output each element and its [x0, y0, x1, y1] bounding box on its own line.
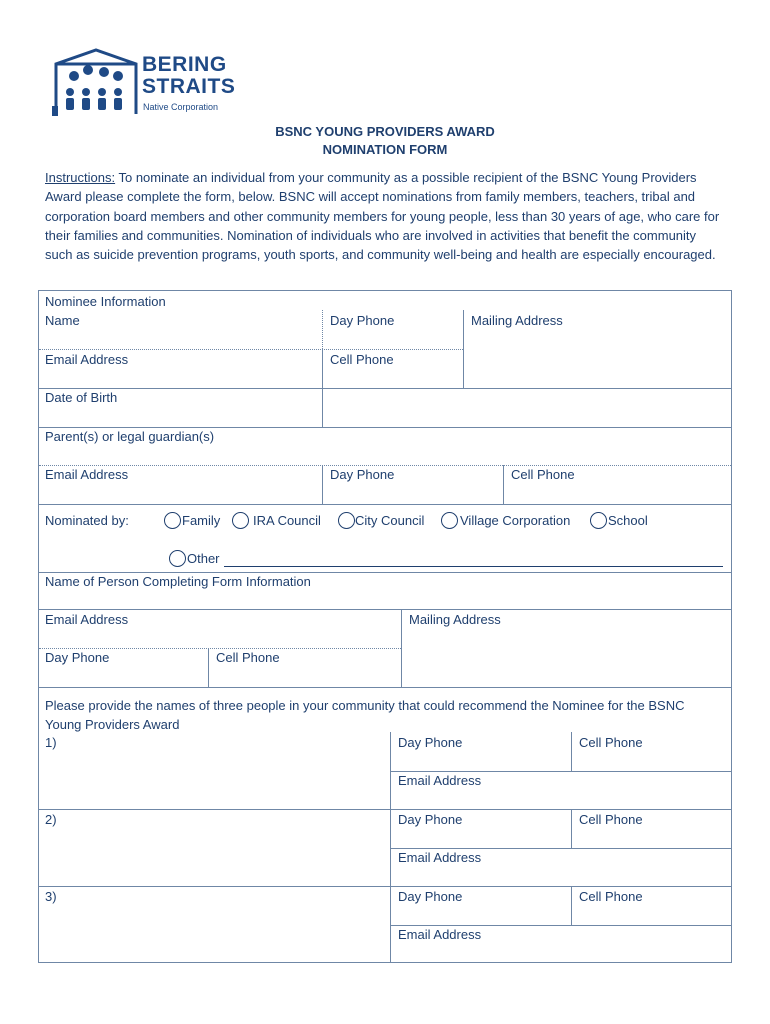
guardian-day-phone-label: Day Phone: [330, 467, 395, 482]
reference-2-number: 2): [45, 812, 57, 827]
reference-1-cell-phone-label: Cell Phone: [579, 735, 643, 750]
option-school-label: School: [608, 513, 648, 528]
completer-email-label: Email Address: [45, 612, 129, 627]
reference-3-number: 3): [45, 889, 57, 904]
reference-2-day-phone-label: Day Phone: [398, 812, 463, 827]
option-other-label: Other: [187, 551, 220, 566]
reference-2-email-label: Email Address: [398, 850, 482, 865]
instructions: [45, 168, 725, 264]
divider: [503, 465, 504, 504]
option-city-council-label: City Council: [355, 513, 425, 528]
radio-family[interactable]: [164, 512, 181, 529]
completer-mailing-address-label: Mailing Address: [409, 612, 501, 627]
divider: [39, 609, 731, 610]
logo-line-native-corporation: Native Corporation: [143, 102, 219, 112]
divider: [322, 465, 323, 504]
reference-1-number: 1): [45, 735, 57, 750]
other-text-line[interactable]: [224, 566, 723, 567]
divider: [463, 310, 464, 388]
references-intro: Please provide the names of three people in your community that could recommend the Nominee for the BSNC Young Providers Award: [45, 698, 685, 732]
guardians-label: Parent(s) or legal guardian(s): [45, 429, 215, 444]
divider: [39, 572, 731, 573]
divider: [322, 310, 323, 349]
nominee-section-title: Nominee Information: [45, 294, 166, 309]
divider: [571, 809, 572, 848]
divider: [39, 886, 731, 887]
divider: [39, 809, 731, 810]
house-family-icon: [52, 46, 140, 118]
divider: [39, 648, 401, 649]
divider: [390, 925, 731, 926]
option-ira-council-label: IRA Council: [253, 513, 321, 528]
divider: [571, 886, 572, 925]
nomination-form-table: [38, 290, 732, 963]
nominee-mailing-address-label: Mailing Address: [471, 313, 563, 328]
divider: [390, 848, 731, 849]
reference-3-cell-phone-label: Cell Phone: [579, 889, 643, 904]
bsnc-logo: [52, 46, 236, 118]
option-village-corporation-label: Village Corporation: [460, 513, 571, 528]
reference-1-day-phone-label: Day Phone: [398, 735, 463, 750]
form-subtitle: NOMINATION FORM: [322, 142, 448, 157]
completer-cell-phone-label: Cell Phone: [216, 650, 280, 665]
reference-3-day-phone-label: Day Phone: [398, 889, 463, 904]
nominated-by-label: Nominated by:: [45, 513, 129, 528]
divider: [322, 349, 323, 388]
divider: [39, 687, 731, 688]
divider: [39, 465, 731, 466]
nominee-name-label: Name: [45, 313, 80, 328]
divider: [390, 771, 731, 772]
reference-1-email-label: Email Address: [398, 773, 482, 788]
divider: [322, 388, 323, 427]
radio-city-council[interactable]: [338, 512, 355, 529]
logo-line-bering: BERING: [142, 53, 227, 76]
divider: [208, 648, 209, 687]
guardian-email-label: Email Address: [45, 467, 129, 482]
divider: [401, 609, 402, 687]
radio-village-corporation[interactable]: [441, 512, 458, 529]
instructions-body: To nominate an individual from your community as a possible recipient of the BSNC Young Providers Award please complete the form, below. BSNC will accept nominations from family members, teachers, tribal and corporation board members and other community members for young people, less than 30 years of age, who care for their families and communities. Nomination of individuals who are involved in activities that benefit the community such as suicide prevention programs, youth sports, and community well-being and health are especially encouraged.: [45, 170, 720, 263]
logo-line-straits: STRAITS: [142, 75, 236, 98]
instructions-lead: Instructions:: [45, 170, 116, 185]
guardian-cell-phone-label: Cell Phone: [511, 467, 575, 482]
completer-section-title: Name of Person Completing Form Information: [45, 574, 311, 589]
radio-school[interactable]: [590, 512, 607, 529]
divider: [39, 427, 731, 428]
nominee-dob-label: Date of Birth: [45, 390, 118, 405]
divider: [39, 349, 463, 350]
form-title: BSNC YOUNG PROVIDERS AWARD: [275, 124, 495, 139]
option-family-label: Family: [182, 513, 221, 528]
divider: [39, 388, 731, 389]
reference-3-email-label: Email Address: [398, 927, 482, 942]
nominee-email-label: Email Address: [45, 352, 129, 367]
reference-2-cell-phone-label: Cell Phone: [579, 812, 643, 827]
nominee-cell-phone-label: Cell Phone: [330, 352, 394, 367]
radio-other[interactable]: [169, 550, 186, 567]
radio-ira-council[interactable]: [232, 512, 249, 529]
divider: [39, 504, 731, 505]
divider: [571, 732, 572, 771]
completer-day-phone-label: Day Phone: [45, 650, 110, 665]
nominee-day-phone-label: Day Phone: [330, 313, 395, 328]
